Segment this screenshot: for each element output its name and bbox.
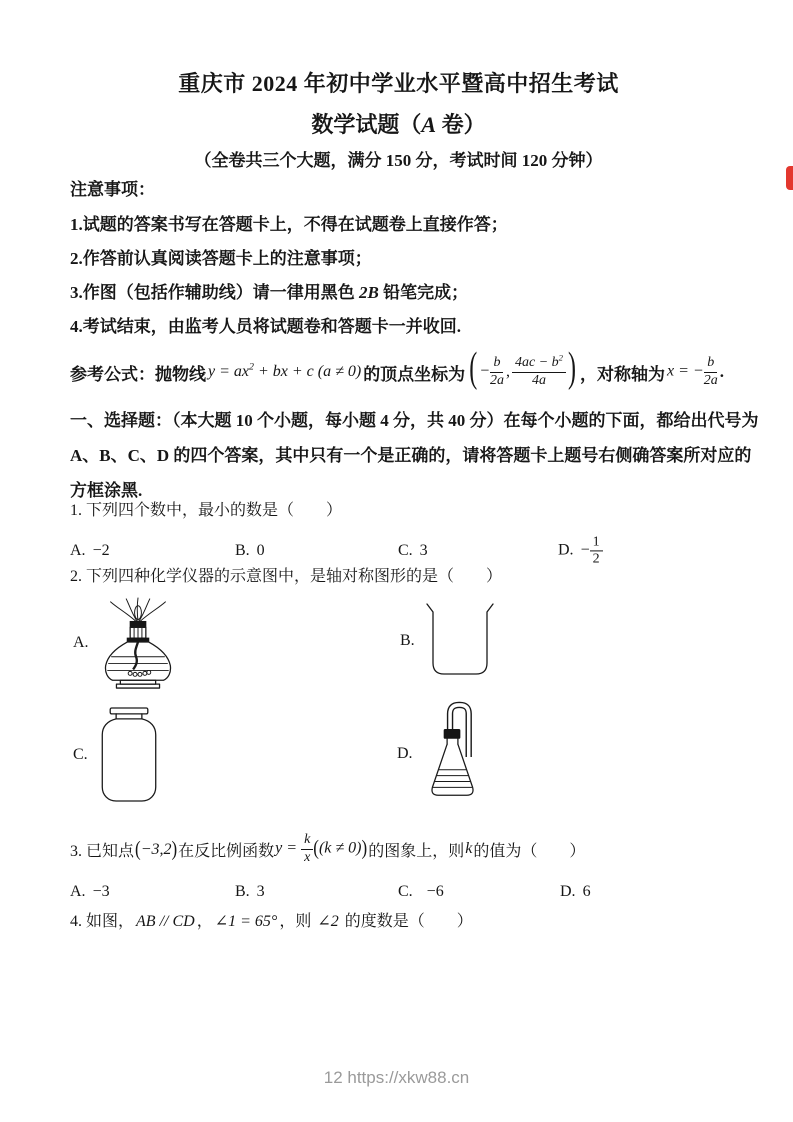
q2-figures bbox=[70, 592, 727, 820]
subtitle-pre: 数学试题（ bbox=[311, 112, 422, 137]
question-1-text: 1. 下列四个数中，最小的数是（ ） bbox=[70, 502, 343, 519]
q1-option-d: D. − $\frac{1}{2}$ bbox=[558, 534, 603, 567]
notice-item-3: 3.作图（包括作辅助线）请一律用黑色 2B 铅笔完成； bbox=[70, 283, 469, 302]
exam-subtitle bbox=[70, 110, 727, 140]
notice-item-1: 1.试题的答案书写在答题卡上，不得在试题卷上直接作答； bbox=[70, 215, 508, 234]
q2-figure-b bbox=[400, 601, 496, 681]
exam-title: 重庆市 2024 年初中学业水平暨高中招生考试 bbox=[178, 71, 619, 96]
section1-line-3: 方框涂黑. bbox=[70, 481, 143, 500]
right-paren: ) bbox=[568, 345, 576, 392]
angle-2-symbol: ∠2 bbox=[317, 913, 339, 930]
figure-c-label: C. bbox=[73, 745, 88, 763]
figure-b-label: B. bbox=[400, 632, 415, 649]
subtitle-post: 卷） bbox=[436, 112, 486, 137]
q1-option-a: A. −2 bbox=[70, 542, 110, 559]
section1-line-2: A、B、C、D 的四个答案，其中只有一个是正确的，请将答题卡上题号右侧确答案所对应的 bbox=[70, 446, 752, 465]
q3-option-b: B. 3 bbox=[235, 883, 265, 900]
question-2-text: 2. 下列四种化学仪器的示意图中，是轴对称图形的是（ ） bbox=[70, 568, 503, 585]
parabola-equation: $y = ax^2$ + bx + c (a ≠ 0) bbox=[208, 361, 362, 380]
wide-mouth-bottle-icon bbox=[97, 706, 161, 803]
q3-option-c: C. −6 bbox=[398, 883, 444, 900]
reference-formula bbox=[70, 345, 727, 399]
alcohol-lamp-icon bbox=[98, 595, 178, 691]
figure-a-label: A. bbox=[73, 634, 89, 651]
axis-of-symmetry: x = − $\frac{b}{2a}$ bbox=[667, 355, 718, 388]
red-bookmark-icon bbox=[786, 166, 793, 190]
q3-option-a: A. −3 bbox=[70, 883, 110, 900]
point-coordinates: (−3,2) bbox=[135, 836, 178, 861]
formula-mid2-text: ，对称轴为 bbox=[580, 364, 665, 384]
angle-1-value: ∠1 = 65° bbox=[214, 913, 278, 930]
paper-version-letter: A bbox=[421, 112, 437, 137]
q1-options bbox=[70, 528, 727, 574]
q1-option-b: B. 0 bbox=[235, 542, 265, 559]
q2-figure-d bbox=[397, 701, 484, 807]
question-4-text: 4. 如图， AB // CD ， ∠1 = 65° ，则 ∠2 的度数是（ ） bbox=[70, 913, 473, 930]
notice-item-4: 4.考试结束，由监考人员将试题卷和答题卡一并收回. bbox=[70, 317, 461, 336]
formula-mid-text: 的顶点坐标为 bbox=[363, 364, 466, 384]
q2-figure-c bbox=[73, 706, 161, 803]
question-3-text: 3. 已知点 (−3,2) 在反比例函数 y = $\frac{k}{x}$ ((k ≠ 0)) 的图象上，则 k 的值为（ ） bbox=[70, 832, 586, 865]
formula-end: . bbox=[719, 362, 724, 381]
figure-d-label: D. bbox=[397, 745, 413, 762]
conical-flask-icon bbox=[422, 701, 484, 807]
section-1-heading bbox=[70, 403, 759, 508]
page-footer bbox=[0, 1068, 793, 1088]
notice-heading: 注意事项： bbox=[70, 180, 155, 199]
q1-option-c: C. 3 bbox=[398, 542, 428, 559]
parallel-segments: AB // CD bbox=[136, 913, 195, 930]
notice-item-2: 2.作答前认真阅读答题卡上的注意事项； bbox=[70, 249, 372, 268]
q3-options bbox=[70, 880, 727, 904]
q3-option-d: D. 6 bbox=[560, 883, 591, 900]
exam-meta: （全卷共三个大题，满分 150 分，考试时间 120 分钟） bbox=[194, 151, 603, 170]
footer-text: 12 https://xkw88.cn bbox=[323, 1068, 470, 1087]
left-paren: ( bbox=[469, 345, 478, 392]
inverse-function-equation: y = $\frac{k}{x}$ ((k ≠ 0)) bbox=[275, 832, 368, 865]
section1-line-1: 一、选择题：（本大题 10 个小题，每小题 4 分，共 40 分）在每个小题的下面，都给出代号为 bbox=[70, 411, 759, 430]
beaker-icon bbox=[424, 601, 496, 681]
vertex-coordinates: ( − $\frac{b}{2a}$ , $\frac{4ac - b^2}{4a}$ ) bbox=[469, 345, 576, 392]
formula-label: 参考公式：抛物线 bbox=[70, 364, 206, 384]
q2-figure-a bbox=[73, 595, 178, 691]
